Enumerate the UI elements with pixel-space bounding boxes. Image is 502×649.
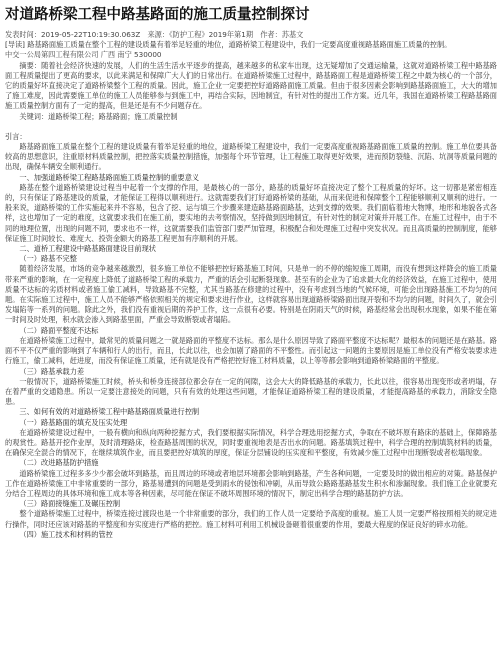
section-heading-2: 二、道桥工程建设中路基路面建设目前现状 [19,244,156,254]
subsection-body-2-1: 随着经济发展，市场的竞争越来越激烈，很多施工单位不能够把控好路基施工时间，只是单一的不停的缩短施工周期，而没有想到这样降会的施工质量带来严重的影响，在一定程度上降低了道路桥梁工程的承载力，严重的话会引起断裂现象。甚至有的企业为了追求最大化的经济效益，在施工过程中，使用质量不达标的劣质材料或者施工偷工减料，导致路基不完整，尤其当路基在修建的过程中，没有考虑到当地的气候环境，可能会出现路基施工不均匀的问题。在实际施工过程中，施工人员不能够严格依照相关的规定和要求进行作业，这样就容易出现道路桥梁路面出现开裂和不均匀的问题，时间久了，就会引发塌陷等一系列的问题。除此之外，我们没有重视后期的养护工作，这一点很有必要。特别是在阴雨天气的时候，路基经常会出现积水现象，如果不能在第一时间及时处理，积水就会渗入到路基里面，严重会导致断裂或者塌陷。 [5,264,497,325]
subsection-heading-3-3: （三）路面接缝施工及碾压控制 [19,499,121,509]
section-heading-1: 一、加强道路桥梁工程路基路面施工质量控制的重要意义 [19,172,200,182]
publish-info: 发表时间：2019-05-22T10:19:30.063Z 来源：《防护工程》2019年第1期 作者：苏基文 [5,30,304,39]
subsection-body-2-2: 在道路桥梁施工过程中，最常见的质量问题之一就是路面的平整度不达标。那么是什么原因导致了路面平整度不达标呢？最根本的问题还是在路基。路面不平不仅严重的影响到了车辆和行人的出行，而且，长此以往，也会加剧了路面的不平整性。而引起这一问题的主要原因是施工单位没有严格安装要求进行施工，偷工减料，赶进度，而没有保证施工质量，还有就是没有严格把控好施工材料质量，以上等等都会影响到道路桥梁路面的平整度。 [5,335,497,366]
subsection-body-3-2: 道路桥梁施工过程多多少少都会破坏到路基，而且周边的环境或者地层环境都会影响到路基，产生各种问题，一定要及时的做出相应的对策。路基保护工作在道路桥梁施工中非常重要的一部分，路基易遭到的问题是受到雨水的侵蚀和冲刷，从而导致公路路基路基发生积水和渗漏现象。我们施工企业就要充分结合工程周边的具体环境和施工成本等各种因素，尽可能在保证不破坏周围环境的情况下，制定出科学合理的路基防护方法。 [5,468,497,498]
author-affiliation: 中交一公局第四工程有限公司 广西 南宁 530000 [5,50,162,60]
subsection-heading-2-3: （三）路基承载力差 [19,366,85,376]
abstract-paragraph: 摘要：随着社会经济快速的发展，人们的生活生活水平逐步的提高，越来越多的私家车出现，这无疑增加了交通运输量，这就对道路桥梁工程中路基路面工程质量提出了更高的要求，以此来满足和保障广大人们的日常出行。在道路桥梁施工过程中，路基路面工程是道路桥梁工程之中最为核心的一个部分，它的质量好坏直接决定了道路桥梁整个工程的质量。因此，施工企业一定要把控好道路路面施工质量。但由于很多因素会影响到路基路面施工，大大的增加了施工难度，因此需要施工单位的施工人员能够参与到施工中，再结合实际，因地制宜，有针对性的提出工作方案。近几年，我国在道路桥梁工程路基路面施工质量控制方面有了一定的提高，但是还是有不少问题存在。 [5,60,497,111]
subsection-heading-2-2: （二）路面平整度不达标 [19,325,99,335]
lead-text: [导读] 路基路面施工质量在整个工程的建设质量有着举足轻重的地位，道路桥梁工程建设中，我们一定要高度重视路基路面施工质量的控制。 [5,40,452,50]
subsection-body-3-1: 在道路桥梁建设过程中，一般有横向和纵向两种挖掘方式，我们要根据实际情况，科学合理选用挖掘方式，争取在不破坏原有路床的基础上，保障路基的观赏性。路基开挖作业厚，及时清理路床，检查路基周围的状况，同时要重视地表是否出水的问题。路基填筑过程中，科学合理的控制填筑材料的质量，在确保完全混合的情况下，在继续填筑作业，而且要把控好填筑的厚度，保证分层铺设的压实度和平整度，有效减少施工过程中出现断裂或者松塌现象。 [5,427,497,458]
subsection-heading-3-2: （二）改进路基防护措施 [19,458,99,468]
subsection-heading-3-1: （一）路基路面的填充及压实处理 [19,417,128,427]
section-heading-3: 三、如何有效的对道路桥梁工程中路基路面质量进行控制 [19,407,200,417]
section-body-1: 路基在整个道路桥梁建设过程当中起着一个支撑的作用，是最核心的一部分，路基的质量好坏直接决定了整个工程质量的好坏。这一切都是紧密相连的，只有保证了路基建设的质量，才能保证工程得以顺利进行。这就需要我们打好道路桥梁的基础，从而来促进和保障整个工程能够顺利又顺利的进行。一般来说，道路桥梁的工作实施起来并不容易，包含了挖、运与填三个步骤来建造路基路面路基，达到支撑的效果。我们面临着地大物博，地形和地貌各式各样，这也增加了一定的难度，这就要求我们在施工前，要实地的去考察情况，坚持做到因地制宜，有针对性的制定对策并开展工作。在施工过程中，由于不同的地理位置，出现的问题不同，要求也不一样，这就需要我们监管部门要严加管理，积极配合和处理施工过程中突发状况。而且高质量的控制制度，能够保证施工时间较长、难度大、投资金额大的路基工程更加有序顺利的开展。 [5,182,497,243]
article-title: 对道路桥梁工程中路基路面的施工质量控制探讨 [5,7,310,23]
intro-paragraph: 路基路面施工质量在整个工程的建设质量有着举足轻重的地位，道路桥梁工程建设中，我们一定要高度重视路基路面施工质量的控制。施工单位要具备较高的思想意识，注重原材料质量控制，把控落实质量控制措施，加强每个环节管理，让工程施工取得更好效果，进而预防裂缝、沉陷、坑洞等质量问题的出现，确保车辆安全顺利通行。 [5,142,497,172]
intro-label: 引言： [5,131,27,141]
subsection-heading-3-4: （四）施工技术和材料的管控 [19,529,113,539]
subsection-heading-2-1: （一）路基不完整 [19,254,77,264]
subsection-body-3-3: 整个道路桥梁施工过程中，桥梁连接过渡段也是一个非常重要的部分，我们的工作人员一定要给予高度的重视。施工人员一定要严格按照相关的规定进行操作，同时还应该对路基的平整度和夯实度进行严格的把控。施工材料可利用工机械设备砸着很重要的作用，要最大程度的保证良好的碎水功能。 [5,509,497,529]
subsection-body-2-3: 一般情况下，道路桥梁施工时候，桥头和桥身连接部位都会存在一定的间隙，这会大大的降低路基的承载力，长此以往，很容易出现变形或者坍塌，存在着严重的交通隐患。所以一定要注意接处的问题，只有有效的处理这些问题，才能保证道路桥梁工程的建设质量，才能提高路基的承载力，消除安全隐患。 [5,376,497,407]
keywords-line: 关键词：道路桥梁工程；路基路面；施工质量控制 [19,111,178,121]
